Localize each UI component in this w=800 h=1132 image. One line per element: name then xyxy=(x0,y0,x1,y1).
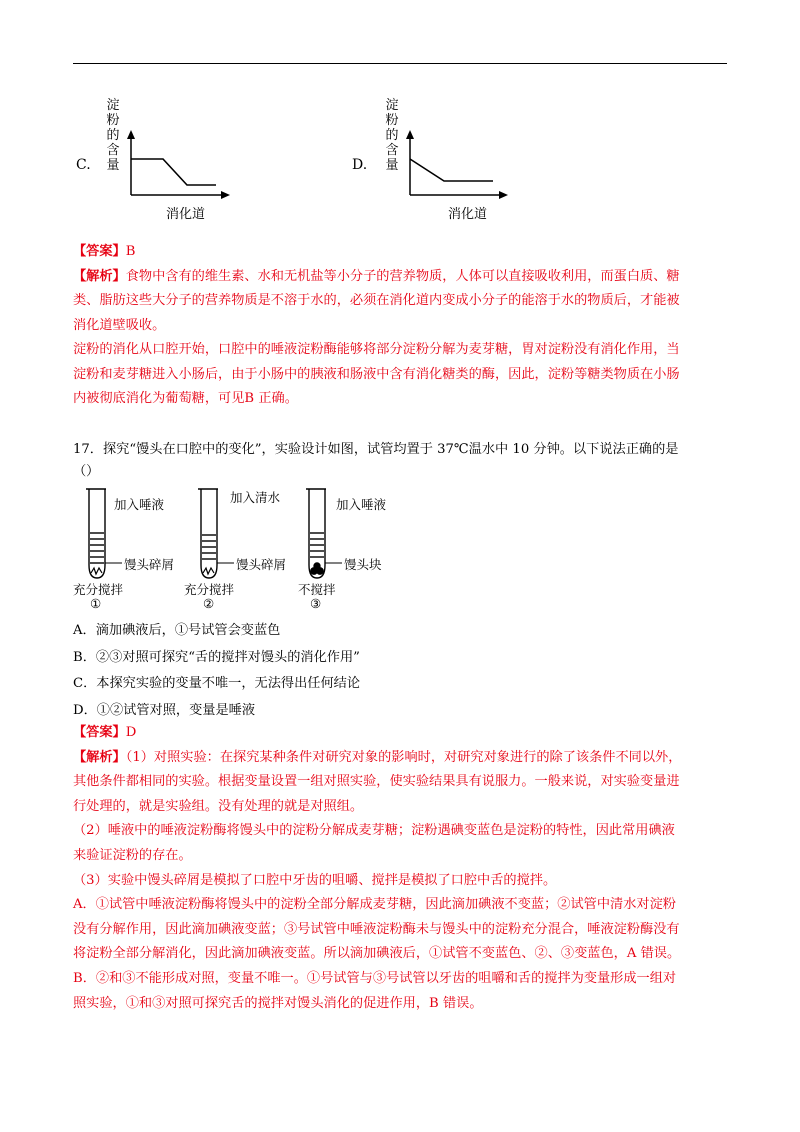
analysis-17-line: 其他条件都相同的实验。根据变量设置一组对照实验，使实验结果具有说服力。一般来说，对实验变量进 xyxy=(73,774,680,790)
graph-c-y-char: 粉 xyxy=(106,113,120,128)
tube-1-number: ① xyxy=(90,596,102,611)
analysis-17-line: 行处理的，就是实验组。没有处理的就是对照组。 xyxy=(73,798,364,814)
tube-2-bottom-label: 充分搅拌 xyxy=(184,582,235,597)
graph-c-x-label: 消化道 xyxy=(166,207,206,222)
analysis-17-line: B．②和③不能形成对照，变量不唯一。①号试管与③号试管以牙齿的咀嚼和舌的搅拌为变量形成一组对 xyxy=(73,970,677,986)
tube-2-number: ② xyxy=(203,596,215,611)
analysis-17-line: 将淀粉全部分解消化，因此滴加碘液变蓝。所以滴加碘液后，①试管不变蓝色、②、③变蓝色，A 错误。 xyxy=(73,946,681,962)
option-c: C．本探究实验的变量不唯一，无法得出任何结论 xyxy=(73,676,361,691)
analysis-tag: 【解析】 xyxy=(73,749,126,765)
graph-c-y-arrow xyxy=(127,130,135,139)
tube-1-top-label: 加入唾液 xyxy=(114,497,165,512)
tube-1-bottom-label: 充分搅拌 xyxy=(73,582,124,597)
option-d-letter: D. xyxy=(352,157,368,173)
option-c-letter: C. xyxy=(76,157,91,173)
graph-c-y-char: 含 xyxy=(106,143,120,158)
graph-c xyxy=(70,95,240,225)
tube-3-number: ③ xyxy=(310,596,322,611)
analysis-17-line: 照实验，①和③对照可探究舌的搅拌对馒头消化的促进作用，B 错误。 xyxy=(73,995,483,1011)
graph-d-y-arrow xyxy=(406,130,414,139)
graph-c-plot xyxy=(120,95,232,200)
tube-3-top-label: 加入唾液 xyxy=(336,497,387,512)
option-a: A．滴加碘液后，①号试管会变蓝色 xyxy=(73,623,281,638)
answer-16-line xyxy=(73,240,733,265)
question-17-stem-line: 17．探究“馒头在口腔中的变化”，实验设计如图，试管均置于 37℃温水中 10 分钟。以下说法正确的是 xyxy=(73,442,679,457)
graph-c-y-char: 的 xyxy=(106,128,120,143)
tube-2-side-label: 馒头碎屑 xyxy=(236,557,287,572)
graph-d-x-arrow xyxy=(499,191,508,199)
analysis-17-line xyxy=(73,746,733,771)
analysis-16-line: 淀粉和麦芽糖进入小肠后，由于小肠中的胰液和肠液中含有消化糖类的酶，因此，淀粉等糖类物质在小肠 xyxy=(73,366,680,382)
answer-tag: 【答案】 xyxy=(73,244,126,259)
analysis-17-line: 来验证淀粉的存在。 xyxy=(73,847,192,863)
answer-tag: 【答案】 xyxy=(73,725,126,740)
question-17-stem xyxy=(73,438,733,481)
graph-d-y-char: 量 xyxy=(385,158,399,173)
answer-16-block xyxy=(73,240,733,412)
analysis-17-line: （2）唾液中的唾液淀粉酶将馒头中的淀粉分解成麦芽糖；淀粉遇碘变蓝色是淀粉的特性，因此常用碘液 xyxy=(73,823,675,839)
answer-value: D xyxy=(125,725,137,740)
analysis-text: （1）对照实验：在探究某种条件对研究对象的影响时，对研究对象进行的除了该条件不同以外， xyxy=(125,749,682,765)
analysis-17-line: A．①试管中唾液淀粉酶将馒头中的淀粉全部分解成麦芽糖，因此滴加碘液不变蓝；②试管中清水对淀粉 xyxy=(73,897,676,913)
header-rule xyxy=(73,63,727,64)
analysis-16-line xyxy=(73,265,733,290)
answer-17-block xyxy=(73,721,733,1016)
tube-1-side-label: 馒头碎屑 xyxy=(124,557,175,572)
graph-d-plot xyxy=(398,95,510,200)
answer-17-line xyxy=(73,721,733,746)
graph-d-y-char: 含 xyxy=(385,143,399,158)
graph-d-y-char: 的 xyxy=(385,128,399,143)
analysis-16-line: 类、脂肪这些大分子的营养物质是不溶于水的，必须在消化道内变成小分子的能溶于水的物质后，才能被 xyxy=(73,293,680,308)
graph-c-y-label xyxy=(106,98,120,173)
analysis-16-line: 消化道壁吸收。 xyxy=(73,317,166,333)
graph-c-curve xyxy=(131,159,216,185)
tube-3-bottom-label: 不搅拌 xyxy=(298,582,336,597)
analysis-16-line: 淀粉的消化从口腔开始，口腔中的唾液淀粉酶能够将部分淀粉分解为麦芽糖，胃对淀粉没有消化作用，当 xyxy=(73,342,680,357)
answer-value: B xyxy=(125,244,136,259)
graph-d-y-char: 粉 xyxy=(385,113,399,128)
analysis-17-line: 没有分解作用，因此滴加碘液变蓝；③号试管中唾液淀粉酶未与馒头中的淀粉充分混合，唾液淀粉酶没有 xyxy=(73,921,680,937)
test-tube-figure xyxy=(70,485,410,613)
option-b: B．②③对照可探究“舌的搅拌对馒头的消化作用” xyxy=(73,649,360,665)
tube-2-top-label: 加入清水 xyxy=(230,490,281,505)
tube-2 xyxy=(198,489,234,578)
question-17-options xyxy=(73,618,733,724)
graph-d-y-char: 淀 xyxy=(385,98,399,113)
graph-d xyxy=(350,95,520,225)
graph-d-y-label xyxy=(385,98,399,173)
graph-d-x-label: 消化道 xyxy=(448,207,488,222)
analysis-16-line: 内被彻底消化为葡萄糖，可见B 正确。 xyxy=(73,391,298,406)
analysis-17-line: （3）实验中馒头碎屑是模拟了口腔中牙齿的咀嚼、搅拌是模拟了口腔中舌的搅拌。 xyxy=(73,872,557,888)
analysis-text: 食物中含有的维生素、水和无机盐等小分子的营养物质，人体可以直接吸收利用，而蛋白质、糖 xyxy=(125,268,680,284)
option-d: D．①②试管对照，变量是唾液 xyxy=(73,702,256,718)
tube-3-side-label: 馒头块 xyxy=(344,557,382,572)
analysis-tag: 【解析】 xyxy=(73,268,126,284)
graph-c-y-char: 淀 xyxy=(106,98,120,113)
question-17-stem-line: （） xyxy=(73,463,100,479)
graph-d-curve xyxy=(410,159,493,181)
graph-c-y-char: 量 xyxy=(106,158,120,173)
graph-c-x-arrow xyxy=(221,191,230,199)
